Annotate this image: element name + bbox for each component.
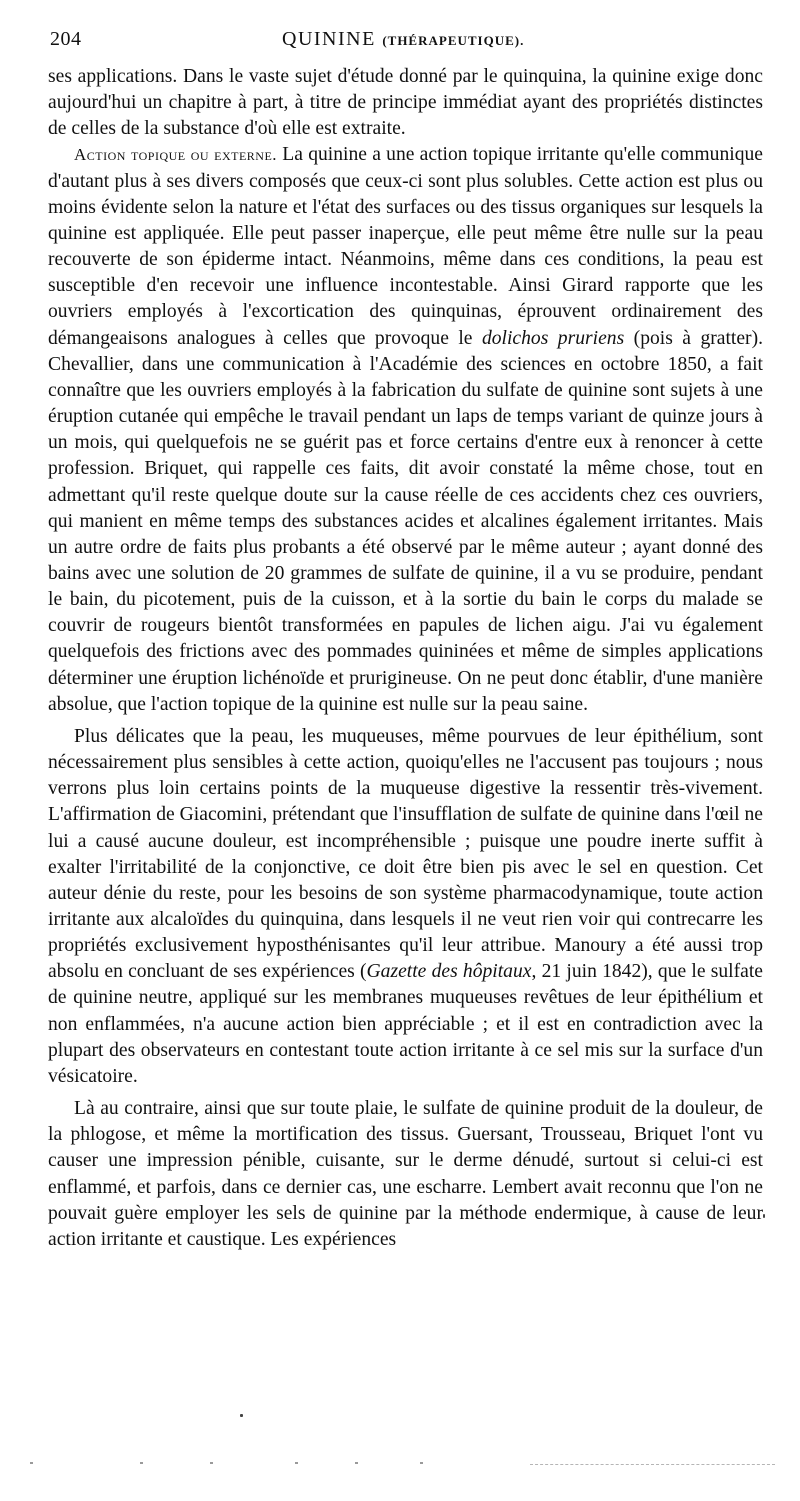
paragraph-2-italic: dolichos pruriens (481, 327, 625, 349)
running-head (282, 28, 524, 51)
paragraph-4: Là au contraire, ainsi que sur toute plaie, le sulfate de quinine produit de la douleur, de la phlogose, et même la mortification des tissus. Guersant, Trousseau, Briquet l'ont vu causer une impression pénible, cuisante, sur le derme dénudé, surtout si celui-ci est enflammé, et parfois, dans ce dernier cas, une escharre. Lembert avait reconnu que l'on ne pouvait guère employer les sels de quinine par la méthode endermique, à cause de leur action irritante et caustique. Les expériences (48, 1098, 763, 1250)
scan-speck (140, 1462, 143, 1464)
page-number: 204 (50, 28, 82, 50)
running-head-subtitle: (THÉRAPEUTIQUE). (382, 33, 525, 48)
scan-artifacts (30, 1462, 770, 1468)
page-header (50, 28, 760, 58)
scan-speck (295, 1462, 298, 1464)
scan-speck (763, 1214, 765, 1218)
paragraph-3-text-b: , 21 juin 1842), que le sulfate de quinine neutre, appliqué sur les membranes muqueuses revêtues de leur épithélium et non enflammées, n'a aucune action bien appréciable ; et il est en contradiction avec la plupart des observateurs en contestant toute action irritante à ce sel mis sur la surface d'un vésicatoire. (48, 961, 763, 1087)
scan-speck (240, 1414, 243, 1417)
body-text (48, 64, 763, 1253)
scan-speck (30, 1462, 33, 1464)
scan-speck (355, 1462, 358, 1464)
paragraph-3-text-a: Plus délicates que la peau, les muqueuses, même pourvues de leur épithélium, sont nécessairement plus sensibles à cette action, quoiqu'elles ne l'accusent pas toujours ; nous verrons plus loin certains points de la muqueuse digestive la ressentir très-vivement. L'affirmation de Giacomini, prétendant que l'insufflation de sulfate de quinine dans l'œil ne lui a causé aucune douleur, est incompréhensible ; puisque une poudre inerte suffit à exalter l'irritabilité de la conjonctive, ce doit être bien pis avec le sel en question. Cet auteur dénie du reste, pour les besoins de son système pharmacodynamique, toute action irritante aux alcaloïdes du quinquina, dans lesquels il ne veut rien voir qui contrecarre les propriétés exclusivement hyposthénisantes qu'il leur attribue. Manoury a été aussi trop absolu en concluant de ses expériences ( (48, 725, 763, 983)
scan-speck (210, 1462, 213, 1464)
scan-dashed-line (530, 1464, 775, 1465)
paragraph-2-text-b: (pois à gratter). Chevallier, dans une communication à l'Académie des sciences en octobre 1850, a fait connaître que les ouvriers employés à la fabrication du sulfate de quinine sont sujets à une éruption cutanée qui empêche le travail pendant un laps de temps variant de quinze jours à un mois, qui quelquefois ne se guérit pas et force certains d'entre eux à renoncer à cette profession. Briquet, qui rappelle ces faits, dit avoir constaté la même chose, tout en admettant qu'il reste quelque doute sur la cause réelle de ces accidents chez ces ouvriers, qui manient en même temps des substances acides et alcalines également irritantes. Mais un autre ordre de faits plus probants a été observé par le même auteur ; ayant donné des bains avec une solution de 20 grammes de sulfate de quinine, il a vu se produire, pendant le bain, du picotement, puis de la cuisson, et à la sortie du bain le corps du malade se couvrir de rougeurs bientôt transformées en papules de lichen aigu. J'ai vu également quelquefois des frictions avec des pommades quininées et même de simples applications déterminer une éruption lichénoïde et prurigineuse. On ne peut donc établir, d'une manière absolue, que l'action topique de la quinine est nulle sur la peau saine. (48, 327, 764, 715)
paragraph-2 (48, 142, 763, 717)
section-heading: Action topique ou externe. (74, 145, 278, 165)
paragraph-3-italic: Gazette des hôpitaux (366, 961, 532, 983)
running-head-title: QUININE (282, 28, 376, 50)
paragraph-2-text-a: La quinine a une action topique irritante qu'elle communique d'autant plus à ses divers composés que ceux-ci sont plus solubles. Cette action est plus ou moins évidente selon la nature et l'état des surfaces ou des tissus organiques sur lesquels la quinine est appliquée. Elle peut passer inaperçue, elle peut même être nulle sur la peau recouverte de son épiderme intact. Néanmoins, même dans ces conditions, la peau est susceptible d'en recevoir une influence incontestable. Ainsi Girard rapporte que les ouvriers employés à l'excortication des quinquinas, éprouvent ordinairement des démangeaisons analogues à celles que provoque le (48, 144, 763, 349)
paragraph-3 (48, 724, 763, 1090)
paragraph-1: ses applications. Dans le vaste sujet d'étude donné par le quinquina, la quinine exige donc aujourd'hui un chapitre à part, à titre de principe immédiat ayant des propriétés distinctes de celles de la substance d'où elle est extraite. (48, 66, 763, 140)
scan-speck (420, 1462, 423, 1464)
